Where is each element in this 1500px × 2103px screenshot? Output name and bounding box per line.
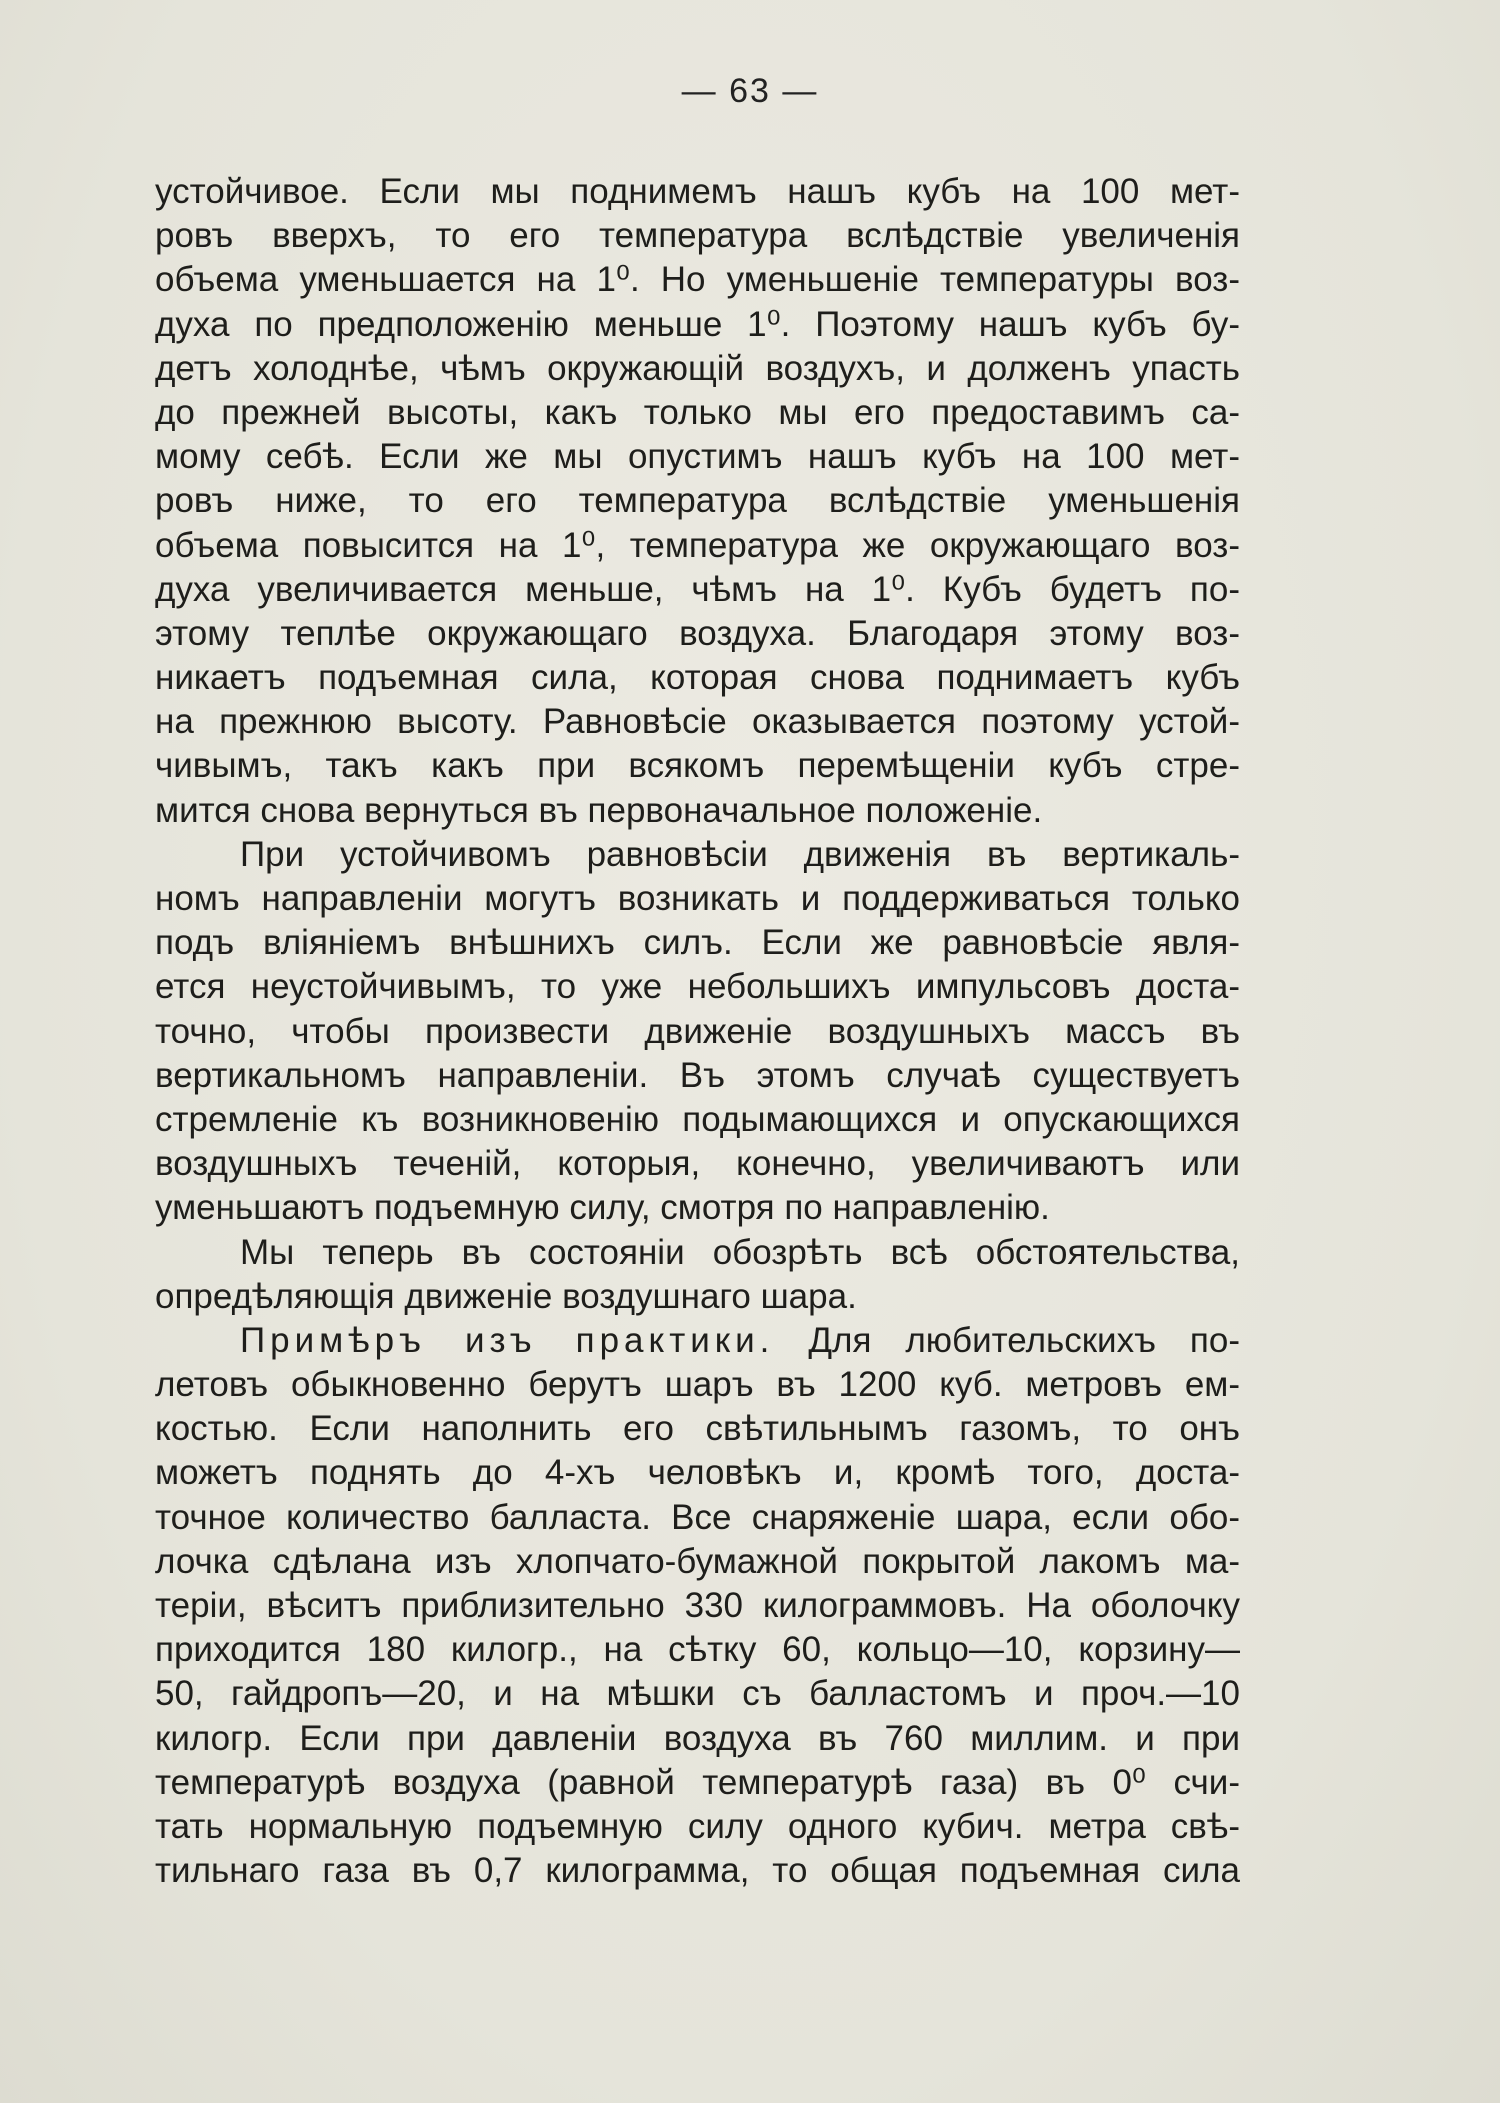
paragraph-start-line: При устойчивомъ равновѣсіи движенія въ вертикаль- [240, 834, 1240, 874]
text-line: ровъ вверхъ, то его температура вслѣдствіе увеличенія [155, 216, 1240, 256]
text-line: до прежней высоты, какъ только мы его предоставимъ са- [155, 392, 1240, 432]
text-line: объема повысится на 1⁰, температура же окружающаго воз- [155, 525, 1240, 565]
text-line: устойчивое. Если мы поднимемъ нашъ кубъ на 100 мет- [155, 172, 1240, 211]
text-line: летовъ обыкновенно берутъ шаръ въ 1200 куб. метровъ ем- [155, 1365, 1240, 1405]
text-line: тать нормальную подъемную силу одного кубич. метра свѣ- [155, 1806, 1240, 1846]
text-line: номъ направленіи могутъ возникать и поддерживаться только [155, 879, 1240, 918]
text-line: тильнаго газа въ 0,7 килограмма, то общая подъемная сила [155, 1851, 1240, 1891]
text-line: никаетъ подъемная сила, которая снова поднимаетъ кубъ [155, 658, 1240, 698]
text-line: этому теплѣе окружающаго воздуха. Благодаря этому воз- [155, 613, 1240, 653]
text-line: приходится 180 килогр., на сѣтку 60, кольцо—10, корзину— [155, 1630, 1240, 1670]
text-line: детъ холоднѣе, чѣмъ окружающій воздухъ, и долженъ упасть [155, 348, 1240, 388]
text-line: чивымъ, такъ какъ при всякомъ перемѣщеніи кубъ стре- [155, 746, 1240, 786]
paragraph-end-line: уменьшаютъ подъемную силу, смотря по направленію. [155, 1188, 1050, 1228]
text-line: воздушныхъ теченій, которыя, конечно, увеличиваютъ или [155, 1144, 1240, 1184]
text-line: теріи, вѣситъ приблизительно 330 килограммовъ. На оболочку [155, 1586, 1240, 1625]
paragraph-end-line: опредѣляющія движеніе воздушнаго шара. [155, 1276, 857, 1316]
paragraph-start-line: Примѣръ изъ практики. Для любительскихъ по- [240, 1320, 1240, 1360]
paragraph-start-line: Мы теперь въ состояніи обозрѣть всѣ обстоятельства, [240, 1232, 1240, 1272]
text-line: точное количество балласта. Все снаряженіе шара, если обо- [155, 1497, 1240, 1537]
body-text [155, 170, 1240, 1893]
text-line: на прежнюю высоту. Равновѣсіе оказывается поэтому устой- [155, 702, 1240, 742]
text-line: духа по предположенію меньше 1⁰. Поэтому нашъ кубъ бу- [155, 304, 1240, 344]
spaced-emphasis: Примѣръ изъ практики. [240, 1320, 775, 1360]
text-line: стремленіе къ возникновенію подымающихся и опускающихся [155, 1099, 1240, 1139]
text-line: температурѣ воздуха (равной температурѣ газа) въ 0⁰ счи- [155, 1762, 1240, 1802]
text-line: можетъ поднять до 4-хъ человѣкъ и, кромѣ того, доста- [155, 1453, 1240, 1493]
text-line: подъ вліяніемъ внѣшнихъ силъ. Если же равновѣсіе явля- [155, 923, 1240, 963]
text-line: ровъ ниже, то его температура вслѣдствіе уменьшенія [155, 481, 1240, 521]
paragraph-end-line: мится снова вернуться въ первоначальное положеніе. [155, 790, 1043, 830]
text-line: мому себѣ. Если же мы опустимъ нашъ кубъ на 100 мет- [155, 437, 1240, 477]
text-line: духа увеличивается меньше, чѣмъ на 1⁰. Кубъ будетъ по- [155, 569, 1240, 609]
text-line: ется неустойчивымъ, то уже небольшихъ импульсовъ доста- [155, 967, 1240, 1007]
text-line: 50, гайдропъ—20, и на мѣшки съ балластомъ и проч.—10 [155, 1674, 1240, 1714]
text-line: объема уменьшается на 1⁰. Но уменьшеніе температуры воз- [155, 260, 1240, 300]
page-number: — 63 — [681, 72, 819, 110]
text-line: килогр. Если при давленіи воздуха въ 760 миллим. и при [155, 1718, 1240, 1758]
text-line: костью. Если наполнить его свѣтильнымъ газомъ, то онъ [155, 1409, 1240, 1449]
text-line: вертикальномъ направленіи. Въ этомъ случаѣ существуетъ [155, 1055, 1240, 1095]
text-line: лочка сдѣлана изъ хлопчато-бумажной покрытой лакомъ ма- [155, 1541, 1240, 1581]
text-line: точно, чтобы произвести движеніе воздушныхъ массъ въ [155, 1011, 1240, 1051]
